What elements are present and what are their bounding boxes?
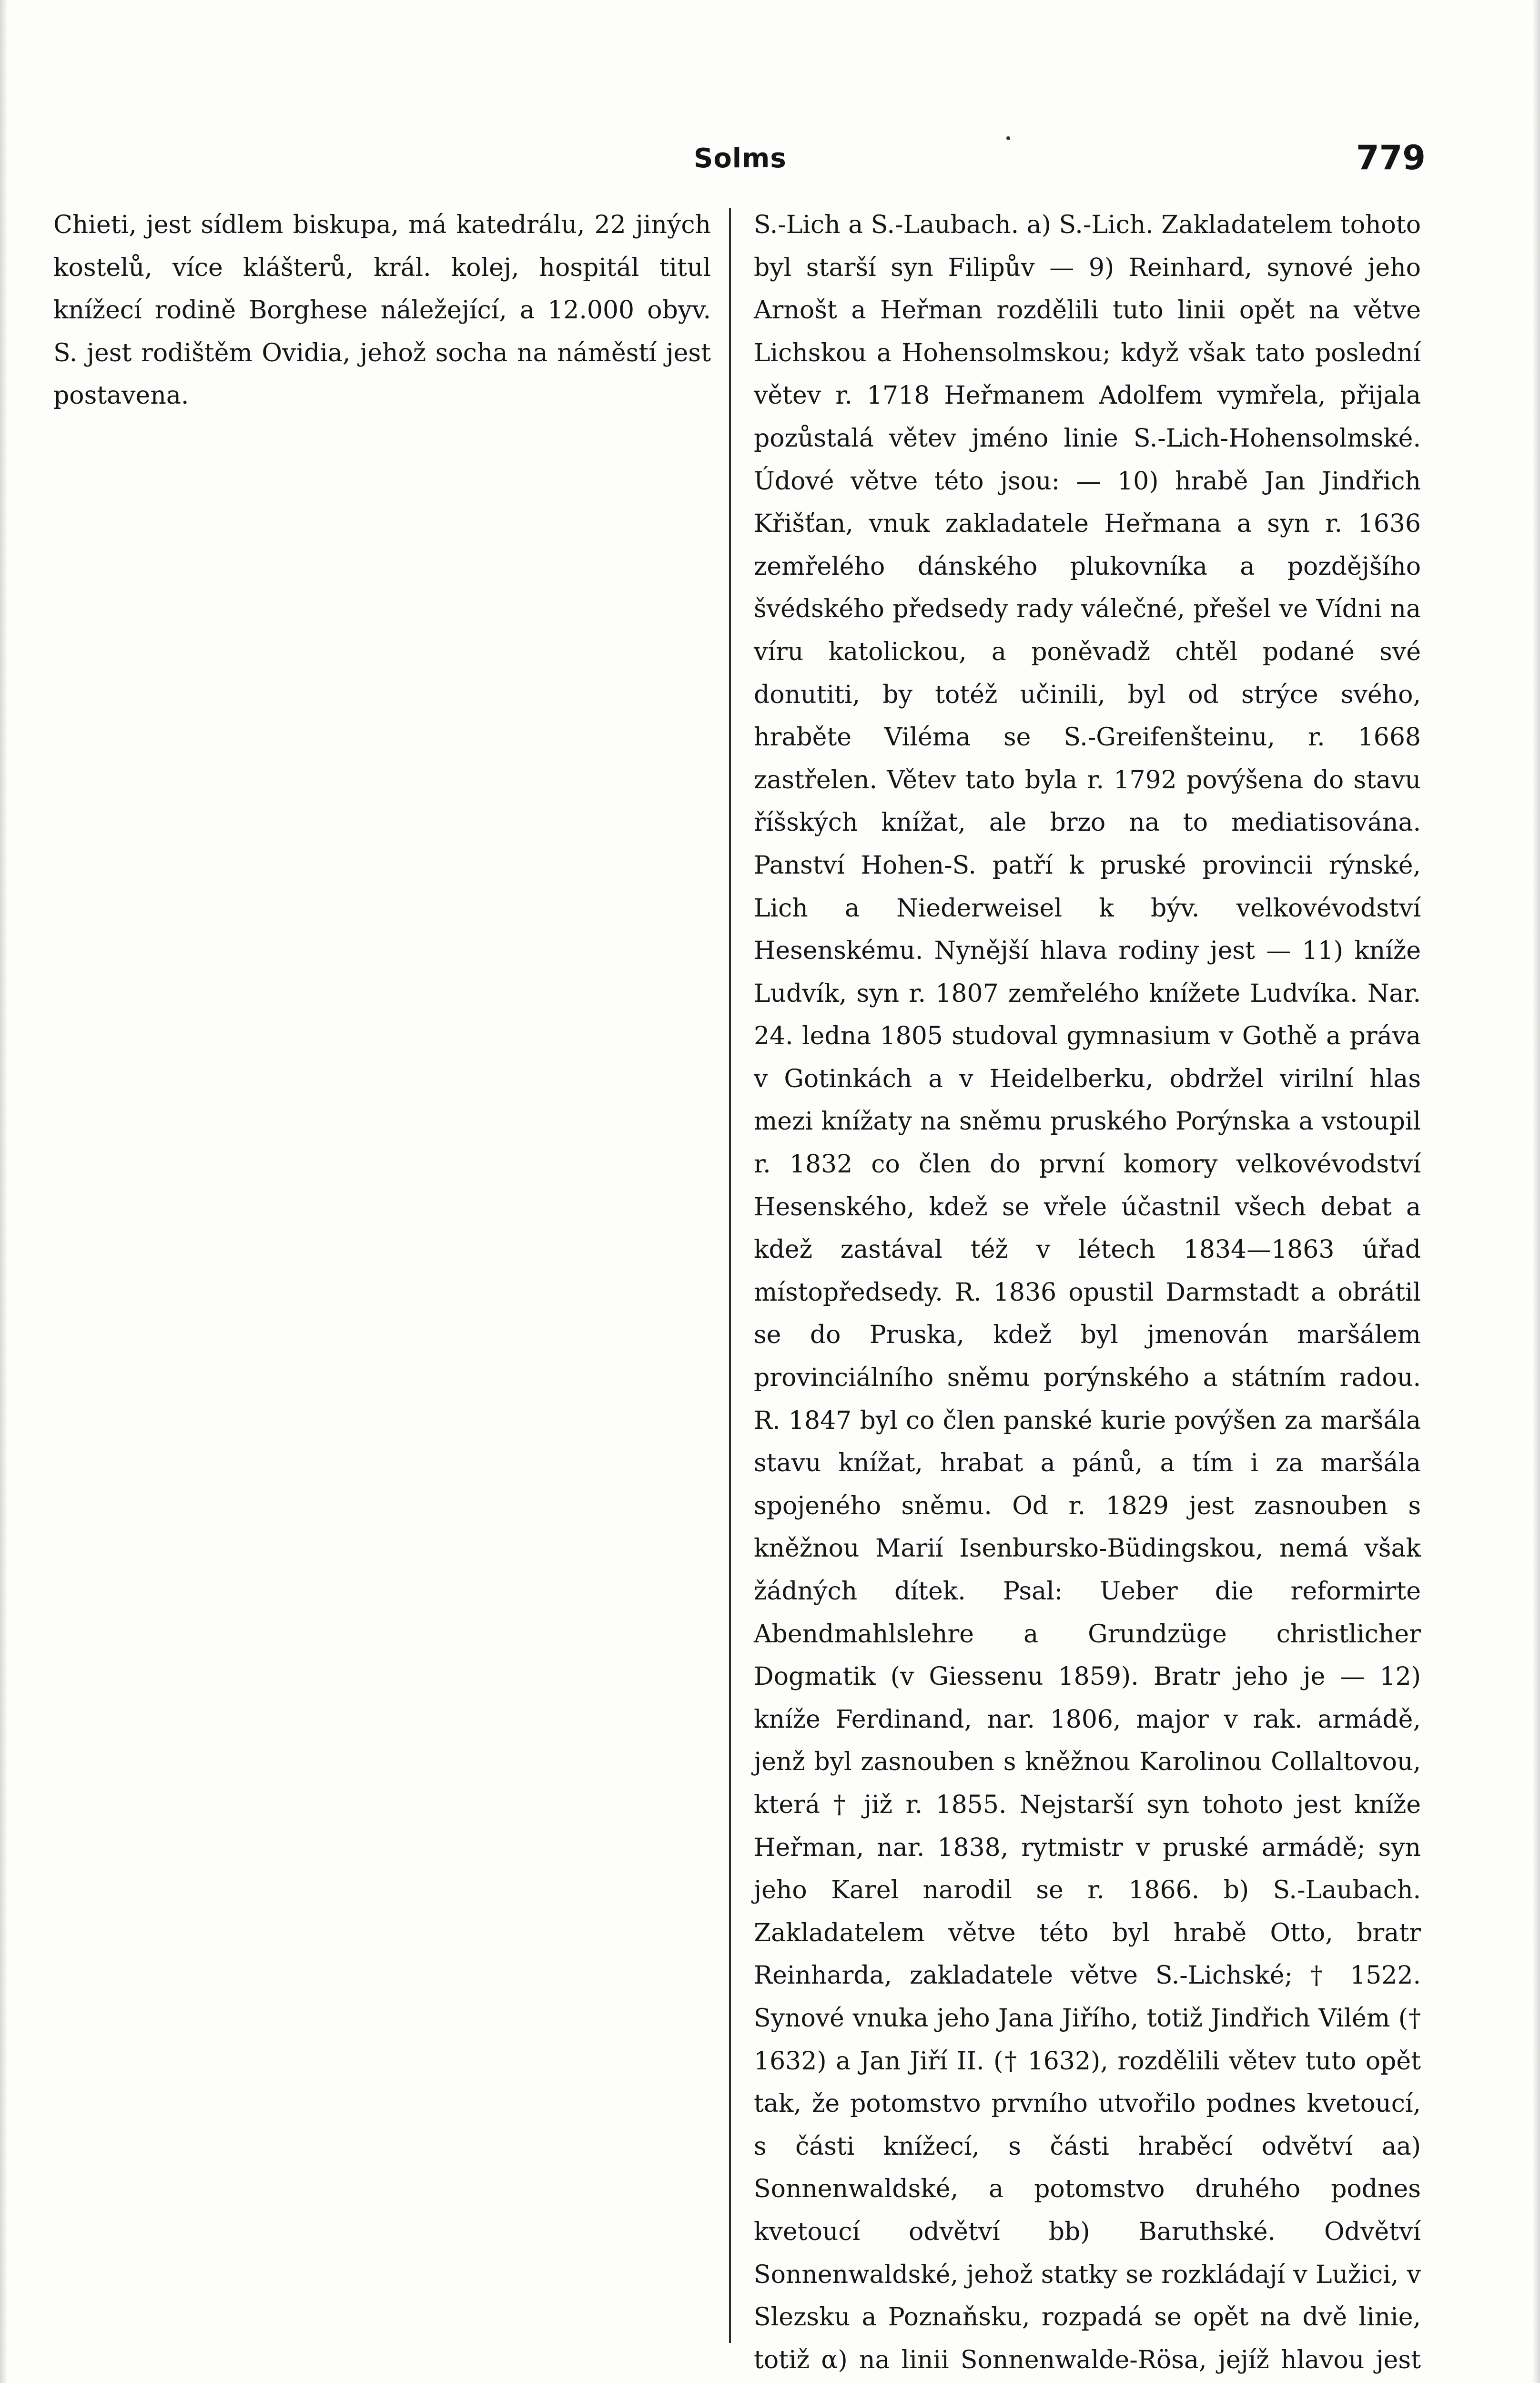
print-speck xyxy=(1006,136,1010,140)
column-divider-rule xyxy=(729,208,731,2343)
running-head-title: Solms xyxy=(694,143,787,174)
page-number: 779 xyxy=(1356,138,1426,177)
scan-edge-right xyxy=(1532,0,1540,2383)
scan-edge-left xyxy=(0,0,8,2383)
left-column-paragraph: Chieti, jest sídlem biskupa, má katedrálu, 22 jiných kostelů, více klášterů, král. kolej, hospitál titul knížecí rodině Borghese náležející, a 12.000 obyv. S. jest rodištěm Ovidia, jehož socha na náměstí jest postavena. xyxy=(53,211,711,410)
left-text-column xyxy=(53,204,711,2353)
right-column-paragraph: S.-Lich a S.-Laubach. a) S.-Lich. Zakladatelem tohoto byl starší syn Filipův — 9) Reinhard, synové jeho Arnošt a Heřman rozdělili tuto linii opět na větve Lichskou a Hohensolmskou; když však tato poslední větev r. 1718 Heřmanem Adolfem vymřela, přijala pozůstalá větev jméno linie S.-Lich-Hohensolmské. Údové větve této jsou: — 10) hrabě Jan Jindřich Křišťan, vnuk zakladatele Heřmana a syn r. 1636 zemřelého dánského plukovníka a pozdějšího švédského předsedy rady válečné, přešel ve Vídni na víru katolickou, a poněvadž chtěl podané své donutiti, by totéž učinili, byl od strýce svého, hraběte Viléma se S.-Greifenšteinu, r. 1668 zastřelen. Větev tato byla r. 1792 povýšena do stavu říšských knížat, ale brzo na to mediatisována. Panství Hohen-S. patří k pruské provincii rýnské, Lich a Niederweisel k býv. velkovévodství Hesenskému. Nynější hlava rodiny jest — 11) kníže Ludvík, syn r. 1807 zemřelého knížete Ludvíka. Nar. 24. ledna 1805 studoval gymnasium v Gothě a práva v Gotinkách a v Heidelberku, obdržel virilní hlas mezi knížaty na sněmu pruského Porýnska a vstoupil r. 1832 co člen do první komory velkovévodství Hesenského, kdež se vřele účastnil všech debat a kdež zastával též v létech 1834—1863 úřad místopředsedy. R. 1836 opustil Darmstadt a obrátil se do Pruska, kdež byl jmenován maršálem provinciálního sněmu porýnského a státním radou. R. 1847 byl co člen panské kurie povýšen za maršála stavu knížat, hrabat a pánů, a tím i za maršála spojeného sněmu. Od r. 1829 jest zasnouben s kněžnou Marií Isenbursko-Büdingskou, nemá však žádných dítek. Psal: Ueber die reformirte Abendmahlslehre a Grundzüge christlicher Dogmatik (v Giessenu 1859). Bratr jeho je — 12) kníže Ferdinand, nar. 1806, major v rak. armádě, jenž byl zasnouben s kněžnou Karolinou Collaltovou, která † již r. 1855. Nejstarší syn tohoto jest kníže Heřman, nar. 1838, rytmistr v pruské armádě; syn jeho Karel narodil se r. 1866. b) S.-Laubach. Zakladatelem větve této byl hrabě Otto, bratr Reinharda, zakladatele větve S.-Lichské; † 1522. Synové vnuka jeho Jana Jiřího, totiž Jindřich Vilém († 1632) a Jan Jiří II. († 1632), rozdělili větev tuto opět tak, že potomstvo prvního utvořilo podnes kvetoucí, s části knížecí, s části hraběcí odvětví aa) Sonnenwaldské, a potomstvo druhého podnes kvetoucí odvětví bb) Baruthské. Odvětví Sonnenwaldské, jehož statky se rozkládají v Lužici, v Slezsku a Poznaňsku, rozpadá se opět na dvě linie, totiž α) na linii Sonnenwalde-Rösa, jejíž hlavou jest xyxy=(754,211,1421,2374)
right-text-column xyxy=(754,204,1421,2374)
